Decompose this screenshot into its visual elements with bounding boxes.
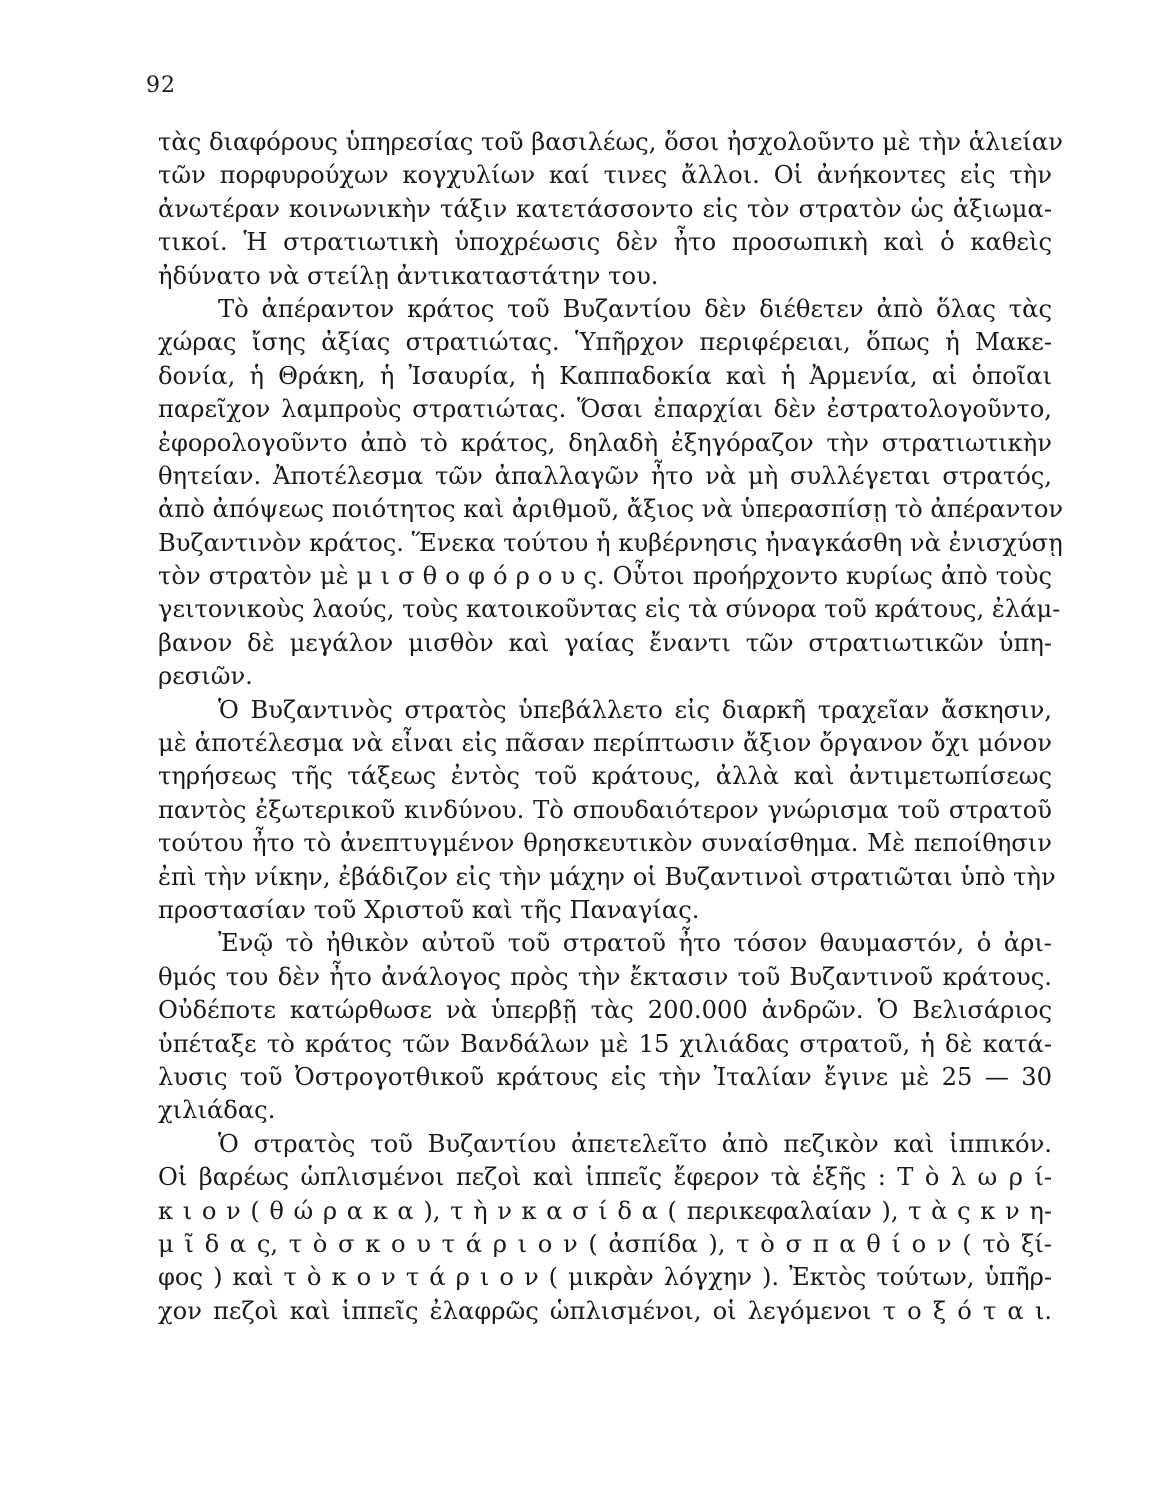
text-line: ἀνωτέραν κοινωνικὴν τάξιν κατετάσσοντο εἰς τὸν στρατὸν ὡς ἀξιωμα- bbox=[158, 194, 1052, 223]
text-line: ἐπὶ τὴν νίκην, ἐβάδιζον εἰς τὴν μάχην οἱ Βυζαντινοὶ στρατιῶται ὑπὸ τὴν bbox=[158, 862, 1056, 891]
text-line: Τὸ ἀπέραντον κράτος τοῦ Βυζαντίου δὲν διέθετεν ἀπὸ ὅλας τὰς bbox=[218, 294, 1052, 323]
text-line: προστασίαν τοῦ Χριστοῦ καὶ τῆς Παναγίας. bbox=[158, 895, 700, 924]
text-line: Βυζαντινὸν κράτος. Ἕνεκα τούτου ἡ κυβέρνησις ἠναγκάσθη νὰ ἐνισχύσῃ bbox=[158, 528, 1063, 557]
text-line: τούτου ἦτο τὸ ἀνεπτυγμένον θρησκευτικὸν συναίσθημα. Μὲ πεποίθησιν bbox=[158, 829, 1052, 858]
text-line: ρεσιῶν. bbox=[158, 662, 253, 691]
text-line: Ὁ Βυζαντινὸς στρατὸς ὑπεβάλλετο εἰς διαρκῆ τραχεῖαν ἄσκησιν, bbox=[218, 695, 1052, 724]
text-line: παντὸς ἐξωτερικοῦ κινδύνου. Τὸ σπουδαιότερον γνώρισμα τοῦ στρατοῦ bbox=[158, 795, 1052, 824]
text-line: χιλιάδας. bbox=[158, 1096, 276, 1125]
text-line: μ ῖ δ α ς, τ ὸ σ κ ο υ τ ά ρ ι ο ν ( ἀσπίδα ), τ ὸ σ π α θ ί ο ν ( τὸ ξί- bbox=[158, 1229, 1052, 1258]
text-line: χον πεζοὶ καὶ ἱππεῖς ἐλαφρῶς ὡπλισμένοι, οἱ λεγόμενοι τ ο ξ ό τ α ι. bbox=[158, 1296, 1052, 1325]
text-line: γειτονικοὺς λαούς, τοὺς κατοικοῦντας εἰς τὰ σύνορα τοῦ κράτους, ἐλάμ- bbox=[158, 595, 1061, 624]
text-line: κ ι ο ν ( θ ώ ρ α κ α ), τ ὴ ν κ α σ ί δ α ( περικεφαλαίαν ), τ ὰ ς κ ν η- bbox=[158, 1196, 1052, 1225]
text-line: λυσις τοῦ Ὀστρογοτθικοῦ κράτους εἰς τὴν Ἰταλίαν ἔγινε μὲ 25 — 30 bbox=[158, 1062, 1052, 1091]
text-line: τὰς διαφόρους ὑπηρεσίας τοῦ βασιλέως, ὅσοι ἠσχολοῦντο μὲ τὴν ἁλιείαν bbox=[158, 128, 1063, 156]
text-line: τῶν πορφυρούχων κογχυλίων καί τινες ἄλλοι. Οἱ ἀνήκοντες εἰς τὴν bbox=[158, 161, 1052, 190]
text-line: Ἐνῷ τὸ ἠθικὸν αὐτοῦ τοῦ στρατοῦ ἦτο τόσον θαυμαστόν, ὁ ἀρι- bbox=[218, 929, 1052, 958]
text-line: χώρας ἴσης ἀξίας στρατιώτας. Ὑπῆρχον περιφέρειαι, ὅπως ἡ Μακε- bbox=[158, 328, 1052, 357]
text-line: δονία, ἡ Θράκη, ἡ Ἰσαυρία, ἡ Καππαδοκία καὶ ἡ Ἀρμενία, αἱ ὁποῖαι bbox=[158, 361, 1052, 390]
text-line: Οἱ βαρέως ὡπλισμένοι πεζοὶ καὶ ἱππεῖς ἔφερον τὰ ἑξῆς : Τ ὸ λ ω ρ ί- bbox=[158, 1163, 1052, 1192]
text-line: τὸν στρατὸν μὲ μ ι σ θ ο φ ό ρ ο υ ς. Οὗτοι προήρχοντο κυρίως ἀπὸ τοὺς bbox=[158, 562, 1052, 591]
text-line: τικοί. Ἡ στρατιωτικὴ ὑποχρέωσις δὲν ἦτο προσωπικὴ καὶ ὁ καθεὶς bbox=[158, 228, 1052, 257]
text-line: θητείαν. Ἀποτέλεσμα τῶν ἀπαλλαγῶν ἦτο νὰ μὴ συλλέγεται στρατός, bbox=[158, 461, 1052, 490]
text-line: παρεῖχον λαμπροὺς στρατιώτας. Ὅσαι ἐπαρχίαι δὲν ἐστρατολογοῦντο, bbox=[158, 395, 1052, 424]
text-line: ὑπέταξε τὸ κράτος τῶν Βανδάλων μὲ 15 χιλιάδας στρατοῦ, ἡ δὲ κατά- bbox=[158, 1029, 1052, 1058]
text-line: Οὐδέποτε κατώρθωσε νὰ ὑπερβῇ τὰς 200.000 ἀνδρῶν. Ὁ Βελισάριος bbox=[158, 996, 1052, 1025]
text-line: ἐφορολογοῦντο ἀπὸ τὸ κράτος, δηλαδὴ ἐξηγόραζον τὴν στρατιωτικὴν bbox=[158, 428, 1052, 457]
text-line: τηρήσεως τῆς τάξεως ἐντὸς τοῦ κράτους, ἀλλὰ καὶ ἀντιμετωπίσεως bbox=[158, 762, 1052, 791]
text-body bbox=[158, 126, 1064, 1328]
text-line: μὲ ἀποτέλεσμα νὰ εἶναι εἰς πᾶσαν περίπτωσιν ἄξιον ὄργανον ὄχι μόνον bbox=[158, 729, 1052, 758]
text-line: ἠδύνατο νὰ στείλῃ ἀντικαταστάτην του. bbox=[158, 261, 659, 290]
page-number: 92 bbox=[146, 73, 176, 98]
text-line: Ὁ στρατὸς τοῦ Βυζαντίου ἀπετελεῖτο ἀπὸ πεζικὸν καὶ ἱππικόν. bbox=[218, 1129, 1052, 1158]
text-line: φος ) καὶ τ ὸ κ ο ν τ ά ρ ι ο ν ( μικρὰν λόγχην ). Ἐκτὸς τούτων, ὑπῆρ- bbox=[158, 1263, 1052, 1292]
text-line: ἀπὸ ἀπόψεως ποιότητος καὶ ἀριθμοῦ, ἄξιος νὰ ὑπερασπίσῃ τὸ ἀπέραντον bbox=[158, 495, 1064, 524]
text-line: βανον δὲ μεγάλον μισθὸν καὶ γαίας ἔναντι τῶν στρατιωτικῶν ὑπη- bbox=[158, 628, 1052, 657]
text-line: θμός του δὲν ἦτο ἀνάλογος πρὸς τὴν ἔκτασιν τοῦ Βυζαντινοῦ κράτους. bbox=[158, 962, 1052, 991]
